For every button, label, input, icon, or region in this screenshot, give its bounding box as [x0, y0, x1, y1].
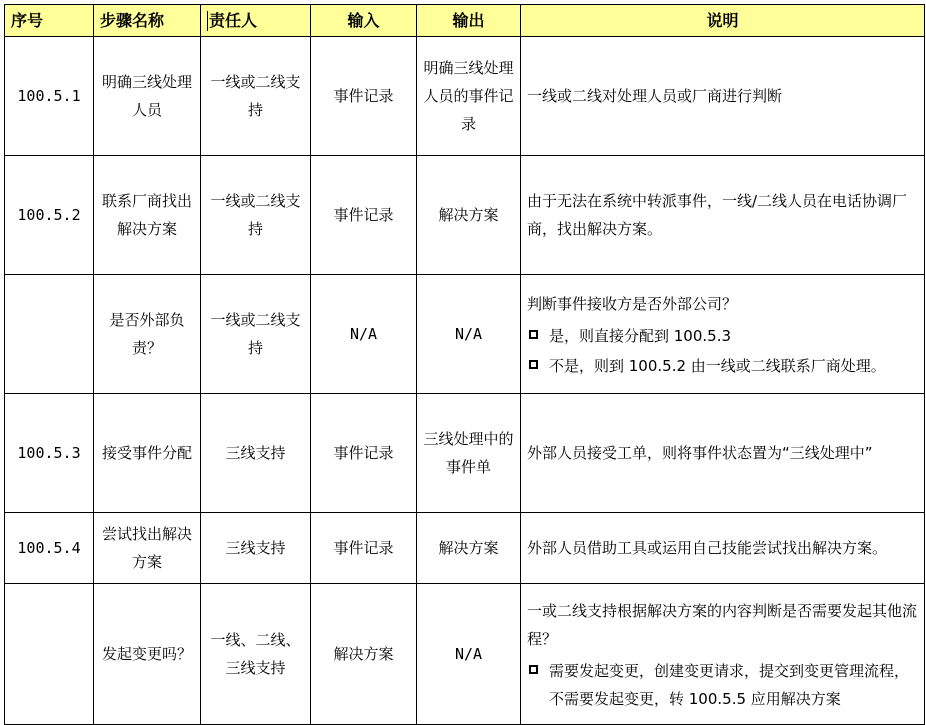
header-id: 序号 — [5, 5, 94, 37]
cell-step[interactable]: 是否外部负责？ — [94, 275, 201, 394]
checkbox-list — [527, 657, 918, 713]
table-row — [5, 394, 925, 513]
header-owner-label: 责任人 — [209, 10, 258, 30]
checkbox-bullet-icon — [529, 360, 538, 369]
cell-step[interactable]: 尝试找出解决方案 — [94, 513, 201, 584]
cell-owner[interactable]: 一线、二线、三线支持 — [201, 584, 311, 725]
description-text: 一或二线支持根据解决方案的内容判断是否需要发起其他流程？ — [527, 602, 918, 648]
cell-description[interactable] — [521, 37, 925, 156]
cell-id[interactable] — [5, 584, 94, 725]
description-text: 一线或二线对处理人员或厂商进行判断 — [527, 87, 783, 105]
cell-output[interactable]: 解决方案 — [417, 513, 521, 584]
header-row — [5, 5, 925, 37]
table-row — [5, 584, 925, 725]
cell-input[interactable]: 事件记录 — [311, 37, 417, 156]
table-row — [5, 37, 925, 156]
cell-owner[interactable]: 三线支持 — [201, 513, 311, 584]
list-item — [527, 322, 918, 350]
cell-output[interactable]: 三线处理中的事件单 — [417, 394, 521, 513]
cell-step[interactable]: 明确三线处理人员 — [94, 37, 201, 156]
header-input: 输入 — [311, 5, 417, 37]
table-row — [5, 156, 925, 275]
header-owner — [201, 5, 311, 37]
cell-owner[interactable]: 一线或二线支持 — [201, 275, 311, 394]
checkbox-list — [527, 322, 918, 380]
header-step: 步骤名称 — [94, 5, 201, 37]
text-cursor — [207, 11, 208, 31]
cell-output[interactable]: 解决方案 — [417, 156, 521, 275]
table-row — [5, 513, 925, 584]
process-table — [4, 4, 925, 725]
description-text: 判断事件接收方是否外部公司？ — [527, 295, 738, 313]
cell-id[interactable]: 100.5.1 — [5, 37, 94, 156]
header-output: 输出 — [417, 5, 521, 37]
cell-description[interactable] — [521, 394, 925, 513]
description-text: 由于无法在系统中转派事件，一线/二线人员在电话协调厂商，找出解决方案。 — [527, 192, 908, 238]
description-text: 外部人员借助工具或运用自己技能尝试找出解决方案。 — [527, 539, 888, 557]
cell-id[interactable] — [5, 275, 94, 394]
cell-id[interactable]: 100.5.3 — [5, 394, 94, 513]
cell-input[interactable]: N/A — [311, 275, 417, 394]
cell-description[interactable] — [521, 156, 925, 275]
cell-id[interactable]: 100.5.4 — [5, 513, 94, 584]
cell-step[interactable]: 发起变更吗？ — [94, 584, 201, 725]
table-row — [5, 275, 925, 394]
cell-id[interactable]: 100.5.2 — [5, 156, 94, 275]
cell-owner[interactable]: 三线支持 — [201, 394, 311, 513]
description-text: 外部人员接受工单，则将事件状态置为“三线处理中” — [527, 444, 873, 462]
list-item-text: 是，则直接分配到 100.5.3 — [549, 327, 732, 345]
cell-description[interactable] — [521, 513, 925, 584]
cell-output[interactable]: 明确三线处理人员的事件记录 — [417, 37, 521, 156]
cell-description[interactable] — [521, 584, 925, 725]
cell-output[interactable]: N/A — [417, 584, 521, 725]
header-description: 说明 — [521, 5, 925, 37]
cell-step[interactable]: 接受事件分配 — [94, 394, 201, 513]
cell-description[interactable] — [521, 275, 925, 394]
checkbox-bullet-icon — [529, 665, 538, 674]
list-item-text: 需要发起变更，创建变更请求，提交到变更管理流程，不需要发起变更，转 100.5.5 应用解决方案 — [549, 662, 910, 708]
cell-output[interactable]: N/A — [417, 275, 521, 394]
list-item — [527, 657, 918, 713]
cell-input[interactable]: 解决方案 — [311, 584, 417, 725]
cell-input[interactable]: 事件记录 — [311, 156, 417, 275]
cell-owner[interactable]: 一线或二线支持 — [201, 37, 311, 156]
list-item — [527, 352, 918, 380]
checkbox-bullet-icon — [529, 330, 538, 339]
cell-owner[interactable]: 一线或二线支持 — [201, 156, 311, 275]
cell-input[interactable]: 事件记录 — [311, 513, 417, 584]
cell-input[interactable]: 事件记录 — [311, 394, 417, 513]
cell-step[interactable]: 联系厂商找出解决方案 — [94, 156, 201, 275]
list-item-text: 不是，则到 100.5.2 由一线或二线联系厂商处理。 — [549, 357, 886, 375]
